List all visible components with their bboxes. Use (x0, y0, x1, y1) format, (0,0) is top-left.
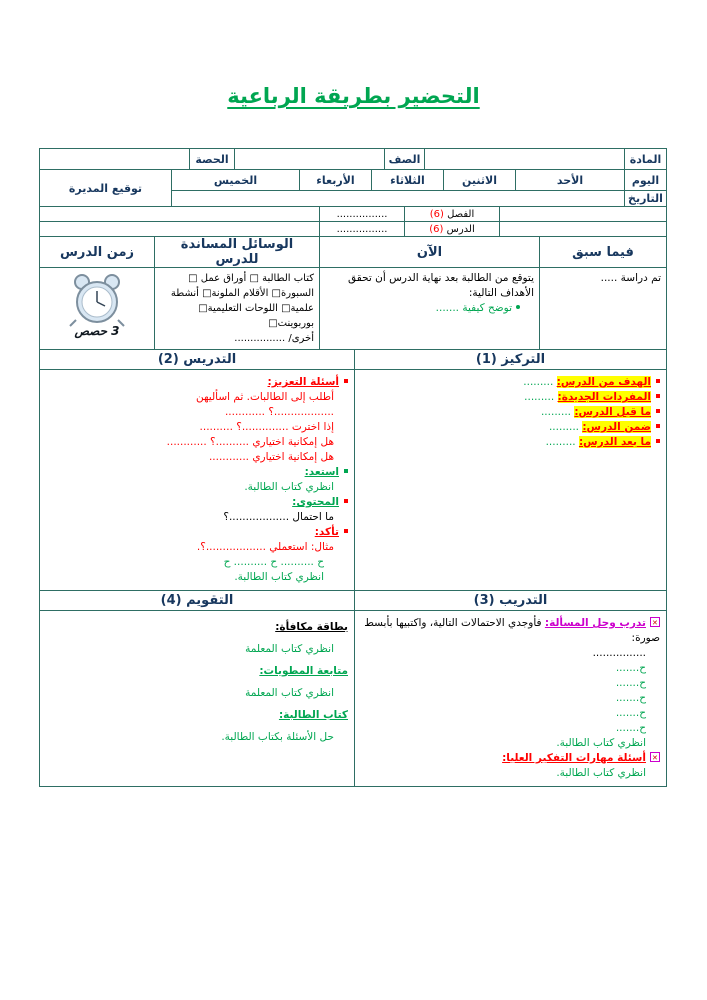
grade-value-blank (235, 149, 385, 170)
focus-dots: ......... (540, 406, 572, 418)
previous-content (540, 268, 667, 350)
focus-label: ما قبل الدرس: (574, 406, 651, 418)
aids-header: الوسائل المساندة للدرس (155, 237, 320, 268)
focus-dots: ......... (523, 376, 554, 388)
bullet-icon (656, 379, 660, 383)
training-higher-order (361, 751, 660, 766)
subject-value-blank (425, 149, 625, 170)
meta-row-2-3 (39, 169, 667, 207)
previous-text: تم دراسة ..... (600, 272, 661, 284)
teaching-line: انظري كتاب الطالبة. (244, 481, 334, 493)
bullet-icon (344, 379, 348, 383)
bullet-icon (516, 305, 520, 309)
bullet-icon (344, 529, 348, 533)
focus-label: الهدف من الدرس: (556, 376, 651, 388)
now-header: الآن (320, 237, 540, 268)
objective-text: توضح كيفية ....... (435, 302, 512, 314)
objectives-intro: يتوقع من الطالبة بعد نهاية الدرس أن تحقق الأهداف التالية: (348, 272, 534, 299)
lesson-value-blank: ................ (320, 222, 405, 237)
focus-label: ما بعد الدرس: (578, 436, 651, 448)
evaluation-note: حل الأسئلة بكتاب الطالبة. (221, 731, 334, 743)
aids-line: أخرى/ ................ (234, 333, 314, 344)
period-value-blank (40, 149, 190, 170)
day-thursday: الخميس (172, 170, 300, 191)
lesson-plan-table (40, 148, 667, 787)
day-monday: الاثنين (444, 170, 516, 191)
evaluation-label: بطاقة مكافأة: (275, 621, 348, 633)
training-lead-text: فأوجدي الاحتمالات التالية، واكتبيها بأبسط صورة: (364, 617, 660, 644)
aids-line: السبورة□ الأقلام الملونة□ أنشطة (170, 288, 314, 299)
aids-line: بوربوينت□ (268, 318, 314, 329)
blank-cell (500, 222, 667, 237)
date-value-blank (172, 191, 625, 207)
teaching-line: أسئلة التعزيز: (46, 375, 348, 390)
evaluation-section-content (40, 611, 355, 787)
training-note: انظري كتاب الطالبة. (556, 767, 646, 779)
focus-section-content (355, 370, 667, 591)
evaluation-label: متابعة المطويات: (259, 665, 348, 677)
training-item: ح....... (615, 677, 646, 689)
grade-label: الصف (385, 149, 425, 170)
focus-item (361, 405, 660, 420)
previous-header: فيما سبق (540, 237, 667, 268)
training-lead (361, 616, 660, 646)
training-item: ح....... (615, 662, 646, 674)
focus-item (361, 435, 660, 450)
page-title: التحضير بطريقة الرباعية (227, 84, 480, 108)
focus-item (361, 375, 660, 390)
lesson-number: (6) (429, 223, 444, 235)
principal-signature-label: توقيع المديرة (40, 170, 172, 207)
focus-section-header: التركيز (1) (355, 350, 667, 370)
higher-order-label: أسئلة مهارات التفكير العليا: (502, 752, 646, 764)
focus-dots: ......... (548, 421, 580, 433)
objective-item (325, 301, 534, 316)
chapter-label: الفصل (447, 208, 475, 220)
teaching-line: مثال: استعملي ..................؟. (196, 541, 334, 553)
overview-table (39, 236, 667, 350)
teaching-line: أطلب إلى الطالبات. ثم اسأليهن (195, 391, 334, 403)
bullet-icon (656, 394, 660, 398)
date-label: التاريخ (625, 191, 667, 207)
blank-cell (40, 222, 320, 237)
teaching-line: ح .......... ح .......... ح (223, 556, 324, 568)
broken-image-icon (650, 752, 660, 762)
lesson-label-cell (405, 222, 500, 237)
subject-label: المادة (625, 149, 667, 170)
training-section-content (355, 611, 667, 787)
time-header: زمن الدرس (40, 237, 155, 268)
bullet-icon (656, 424, 660, 428)
training-note: انظري كتاب الطالبة. (556, 737, 646, 749)
teaching-line: ما احتمال ..................؟ (223, 511, 334, 523)
aids-content (155, 268, 320, 350)
period-label: الحصة (190, 149, 235, 170)
training-dotted-line: ................ (592, 647, 646, 659)
training-section-header: التدريب (3) (355, 591, 667, 611)
evaluation-note: انظري كتاب المعلمة (245, 687, 334, 699)
teaching-line: إذا اخترت ..............؟ .......... (199, 421, 334, 433)
focus-label: ضمن الدرس: (582, 421, 651, 433)
teaching-line: انظري كتاب الطالبة. (234, 571, 324, 583)
bullet-icon (344, 499, 348, 503)
teaching-line: ..................؟ ............ (224, 406, 334, 418)
teaching-line: هل إمكانية اختياري ..........؟ ............ (166, 436, 334, 448)
now-content (320, 268, 540, 350)
teaching-section-header: التدريس (2) (40, 350, 355, 370)
time-content (40, 268, 155, 350)
training-lead-label: تدرب وحل المسألة: (544, 617, 646, 629)
evaluation-label: كتاب الطالبة: (278, 709, 348, 721)
teaching-line: استعد: (46, 465, 348, 480)
training-item: ح....... (615, 722, 646, 734)
chapter-number: (6) (429, 208, 444, 220)
lesson-label: الدرس (446, 223, 475, 235)
day-tuesday: الثلاثاء (372, 170, 444, 191)
focus-dots: ......... (524, 391, 555, 403)
aids-line: علمية□ اللوحات التعليمية□ (198, 303, 314, 314)
chapter-lesson-rows (39, 206, 667, 237)
teaching-line: المحتوى: (46, 495, 348, 510)
training-item: ح....... (615, 692, 646, 704)
bullet-icon (656, 409, 660, 413)
blank-cell (40, 207, 320, 222)
chapter-label-cell (405, 207, 500, 222)
bullet-icon (656, 439, 660, 443)
chapter-value-blank: ................ (320, 207, 405, 222)
day-wednesday: الأربعاء (300, 170, 372, 191)
evaluation-section-header: التقويم (4) (40, 591, 355, 611)
teaching-line: تأكد: (46, 525, 348, 540)
meta-row-1 (39, 148, 667, 170)
teaching-line: هل إمكانية اختياري ............ (208, 451, 334, 463)
focus-item (361, 420, 660, 435)
focus-label: المفردات الجديدة: (557, 391, 651, 403)
focus-dots: ......... (545, 436, 576, 448)
blank-cell (500, 207, 667, 222)
aids-line: كتاب الطالبة □ أوراق عمل □ (188, 273, 314, 284)
evaluation-note: انظري كتاب المعلمة (245, 643, 334, 655)
focus-item (361, 390, 660, 405)
broken-image-icon (650, 617, 660, 627)
day-sunday: الأحد (516, 170, 625, 191)
bullet-icon (344, 469, 348, 473)
training-item: ح....... (615, 707, 646, 719)
sections-table (39, 349, 667, 787)
lesson-duration: 3 حصص (74, 324, 120, 338)
teaching-section-content (40, 370, 355, 591)
day-label: اليوم (625, 170, 667, 191)
